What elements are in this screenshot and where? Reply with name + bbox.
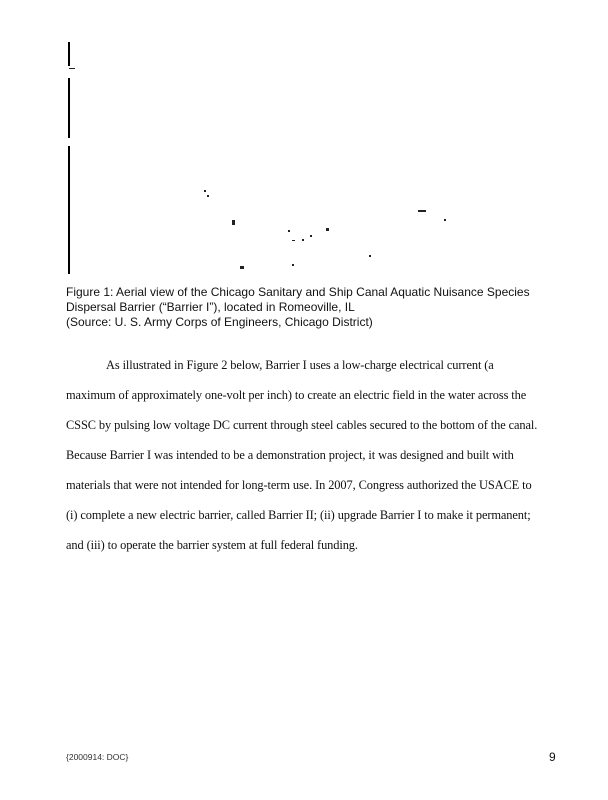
figure-caption [66, 285, 546, 330]
figure-left-edge [68, 42, 70, 66]
photo-speck [232, 220, 235, 225]
paragraph-line: (i) complete a new electric barrier, called Barrier II; (ii) upgrade Barrier I to make it permanent; [66, 508, 531, 522]
photo-speck [292, 240, 295, 241]
paragraph-line: materials that were not intended for long-term use. In 2007, Congress authorized the USACE to [66, 478, 532, 492]
figure-left-edge [68, 146, 70, 274]
photo-speck [69, 68, 75, 69]
caption-line: Dispersal Barrier (“Barrier I”), located in Romeoville, IL [66, 300, 355, 314]
photo-speck [292, 264, 294, 266]
footer-document-id: {2000914: DOC} [66, 752, 129, 762]
aerial-photo-figure [66, 42, 536, 274]
figure-left-edge [68, 78, 70, 138]
photo-speck [204, 190, 206, 192]
paragraph-line: and (iii) to operate the barrier system at full federal funding. [66, 538, 358, 552]
photo-speck [444, 219, 446, 221]
photo-speck [207, 195, 209, 197]
photo-speck [240, 266, 244, 269]
page-number: 9 [549, 750, 556, 764]
caption-source: (Source: U. S. Army Corps of Engineers, Chicago District) [66, 315, 373, 329]
photo-speck [302, 239, 304, 241]
caption-line: Figure 1: Aerial view of the Chicago Sanitary and Ship Canal Aquatic Nuisance Species [66, 285, 530, 299]
photo-speck [288, 230, 290, 232]
photo-speck [310, 235, 312, 237]
photo-speck [326, 228, 329, 231]
paragraph-line: As illustrated in Figure 2 below, Barrier I uses a low-charge electrical current (a [106, 358, 494, 372]
photo-speck [418, 210, 426, 212]
paragraph-line: CSSC by pulsing low voltage DC current through steel cables secured to the bottom of the canal. [66, 418, 538, 432]
paragraph-line: maximum of approximately one-volt per inch) to create an electric field in the water across the [66, 388, 527, 402]
photo-speck [369, 255, 371, 257]
body-paragraph [66, 350, 558, 560]
paragraph-line: Because Barrier I was intended to be a demonstration project, it was designed and built with [66, 448, 514, 462]
